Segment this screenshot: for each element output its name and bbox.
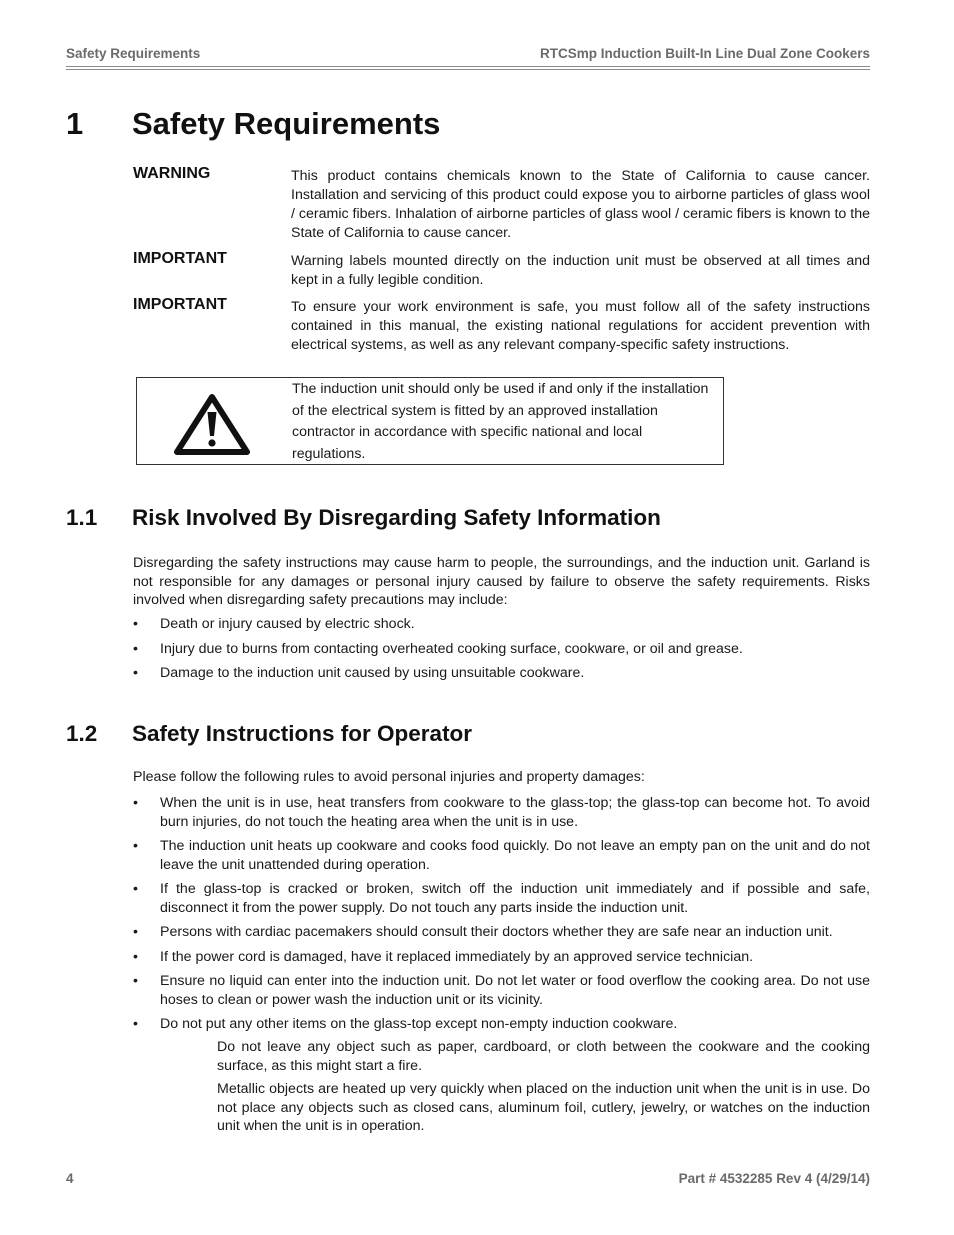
important-note	[133, 252, 870, 290]
important-note	[133, 298, 870, 355]
header-rule-bottom	[66, 69, 870, 70]
list-item	[133, 640, 870, 659]
list-item	[133, 923, 870, 942]
list-item-text: Do not put any other items on the glass-top except non-empty induction cookware.	[160, 1016, 678, 1032]
part-number: Part # 4532285 Rev 4 (4/29/14)	[678, 1171, 870, 1186]
section-heading-1-1	[66, 505, 870, 535]
chapter-title: Safety Requirements	[132, 106, 441, 141]
note-label: IMPORTANT	[133, 250, 227, 267]
list-item	[133, 794, 870, 831]
note-text: Warning labels mounted directly on the induction unit must be observed at all times and kept in a fully legible condition.	[291, 253, 870, 288]
list-item	[133, 972, 870, 1009]
running-footer	[66, 1171, 870, 1189]
list-item-text: Death or injury caused by electric shock.	[160, 616, 415, 632]
header-document-title: RTCSmp Induction Built-In Line Dual Zone Cookers	[540, 46, 870, 61]
warning-box	[136, 377, 724, 465]
bullet-glyph: •	[133, 838, 138, 854]
bullet-glyph: •	[133, 1016, 138, 1032]
list-item	[133, 948, 870, 967]
list-item-text: When the unit is in use, heat transfers from cookware to the glass-top; the glass-top can become hot. To avoid burn injuries, do not touch the heating area when the unit is in use.	[160, 795, 870, 830]
header-section-title: Safety Requirements	[66, 46, 201, 61]
header-rule-top	[66, 66, 870, 67]
section-heading-1-2	[66, 721, 870, 751]
sub-paragraph: Do not leave any object such as paper, cardboard, or cloth between the cookware and the cooking surface, as this might start a fire.	[217, 1039, 870, 1074]
bullet-glyph: •	[133, 881, 138, 897]
warning-triangle-icon	[173, 392, 251, 456]
bullet-glyph: •	[133, 795, 138, 811]
bullet-glyph: •	[133, 640, 138, 657]
bullet-glyph: •	[133, 924, 138, 940]
section-1-2-intro: Please follow the following rules to avoid personal injuries and property damages:	[133, 769, 645, 785]
risk-list	[133, 615, 870, 689]
warning-box-text: The induction unit should only be used if and only if the installation of the electrical system is fitted by an approved installation contractor in accordance with specific national and local regulations.	[292, 381, 709, 462]
section-number: 1.2	[66, 721, 98, 746]
section-title: Safety Instructions for Operator	[132, 721, 473, 746]
section-number: 1.1	[66, 505, 98, 530]
list-item-text: Persons with cardiac pacemakers should consult their doctors whether they are safe near an induction unit.	[160, 924, 833, 940]
list-item	[133, 615, 870, 634]
section-1-1-intro: Disregarding the safety instructions may cause harm to people, the surroundings, and the induction unit. Garland is not responsible for any damages or personal injury caused by failure to observe the safety requirements. Risks involved when disregarding safety precautions may include:	[133, 555, 870, 608]
note-text: This product contains chemicals known to the State of California to cause cancer. Installation and servicing of this product could expose you to airborne particles of glass wool / ceramic fibers. Inhalation of airborne particles of glass wool / ceramic fibers is known to the State of California to cause cancer.	[291, 168, 870, 241]
note-label: WARNING	[133, 165, 211, 182]
note-text: To ensure your work environment is safe, you must follow all of the safety instructions contained in this manual, the existing national regulations for accident prevention with electrical systems, as well as any relevant company-specific safety instructions.	[291, 299, 870, 353]
list-item	[133, 837, 870, 874]
warning-note	[133, 167, 870, 243]
sub-paragraph: Metallic objects are heated up very quickly when placed on the induction unit when the unit is in use. Do not place any objects such as closed cans, aluminum foil, cutlery, jewelry, or watches on the induction unit when the unit is in operation.	[217, 1081, 870, 1134]
page-number: 4	[66, 1171, 74, 1186]
list-item-text: Injury due to burns from contacting overheated cooking surface, cookware, or oil and grease.	[160, 640, 743, 657]
list-item-text: Damage to the induction unit caused by using unsuitable cookware.	[160, 665, 585, 681]
section-title: Risk Involved By Disregarding Safety Information	[132, 505, 661, 530]
list-item-text: Ensure no liquid can enter into the induction unit. Do not let water or food overflow the cooking area. Do not use hoses to clean or power wash the induction unit or its vicinity.	[160, 973, 870, 1008]
list-item	[133, 880, 870, 917]
list-item-text: The induction unit heats up cookware and cooks food quickly. Do not leave an empty pan on the unit and do not leave the unit unattended during operation.	[160, 838, 870, 873]
operator-rules-list	[133, 794, 870, 1040]
bullet-glyph: •	[133, 665, 138, 681]
bullet-glyph: •	[133, 948, 138, 965]
list-item	[133, 664, 870, 683]
running-header	[66, 46, 870, 64]
bullet-glyph: •	[133, 973, 138, 989]
list-item-text: If the glass-top is cracked or broken, switch off the induction unit immediately and if possible and safe, disconnect it from the power supply. Do not touch any parts inside the induction unit.	[160, 881, 870, 916]
list-item	[133, 1015, 870, 1034]
bullet-glyph: •	[133, 616, 138, 632]
chapter-number: 1	[66, 106, 84, 141]
list-item-text: If the power cord is damaged, have it replaced immediately by an approved service technician.	[160, 948, 754, 965]
note-label: IMPORTANT	[133, 296, 227, 313]
